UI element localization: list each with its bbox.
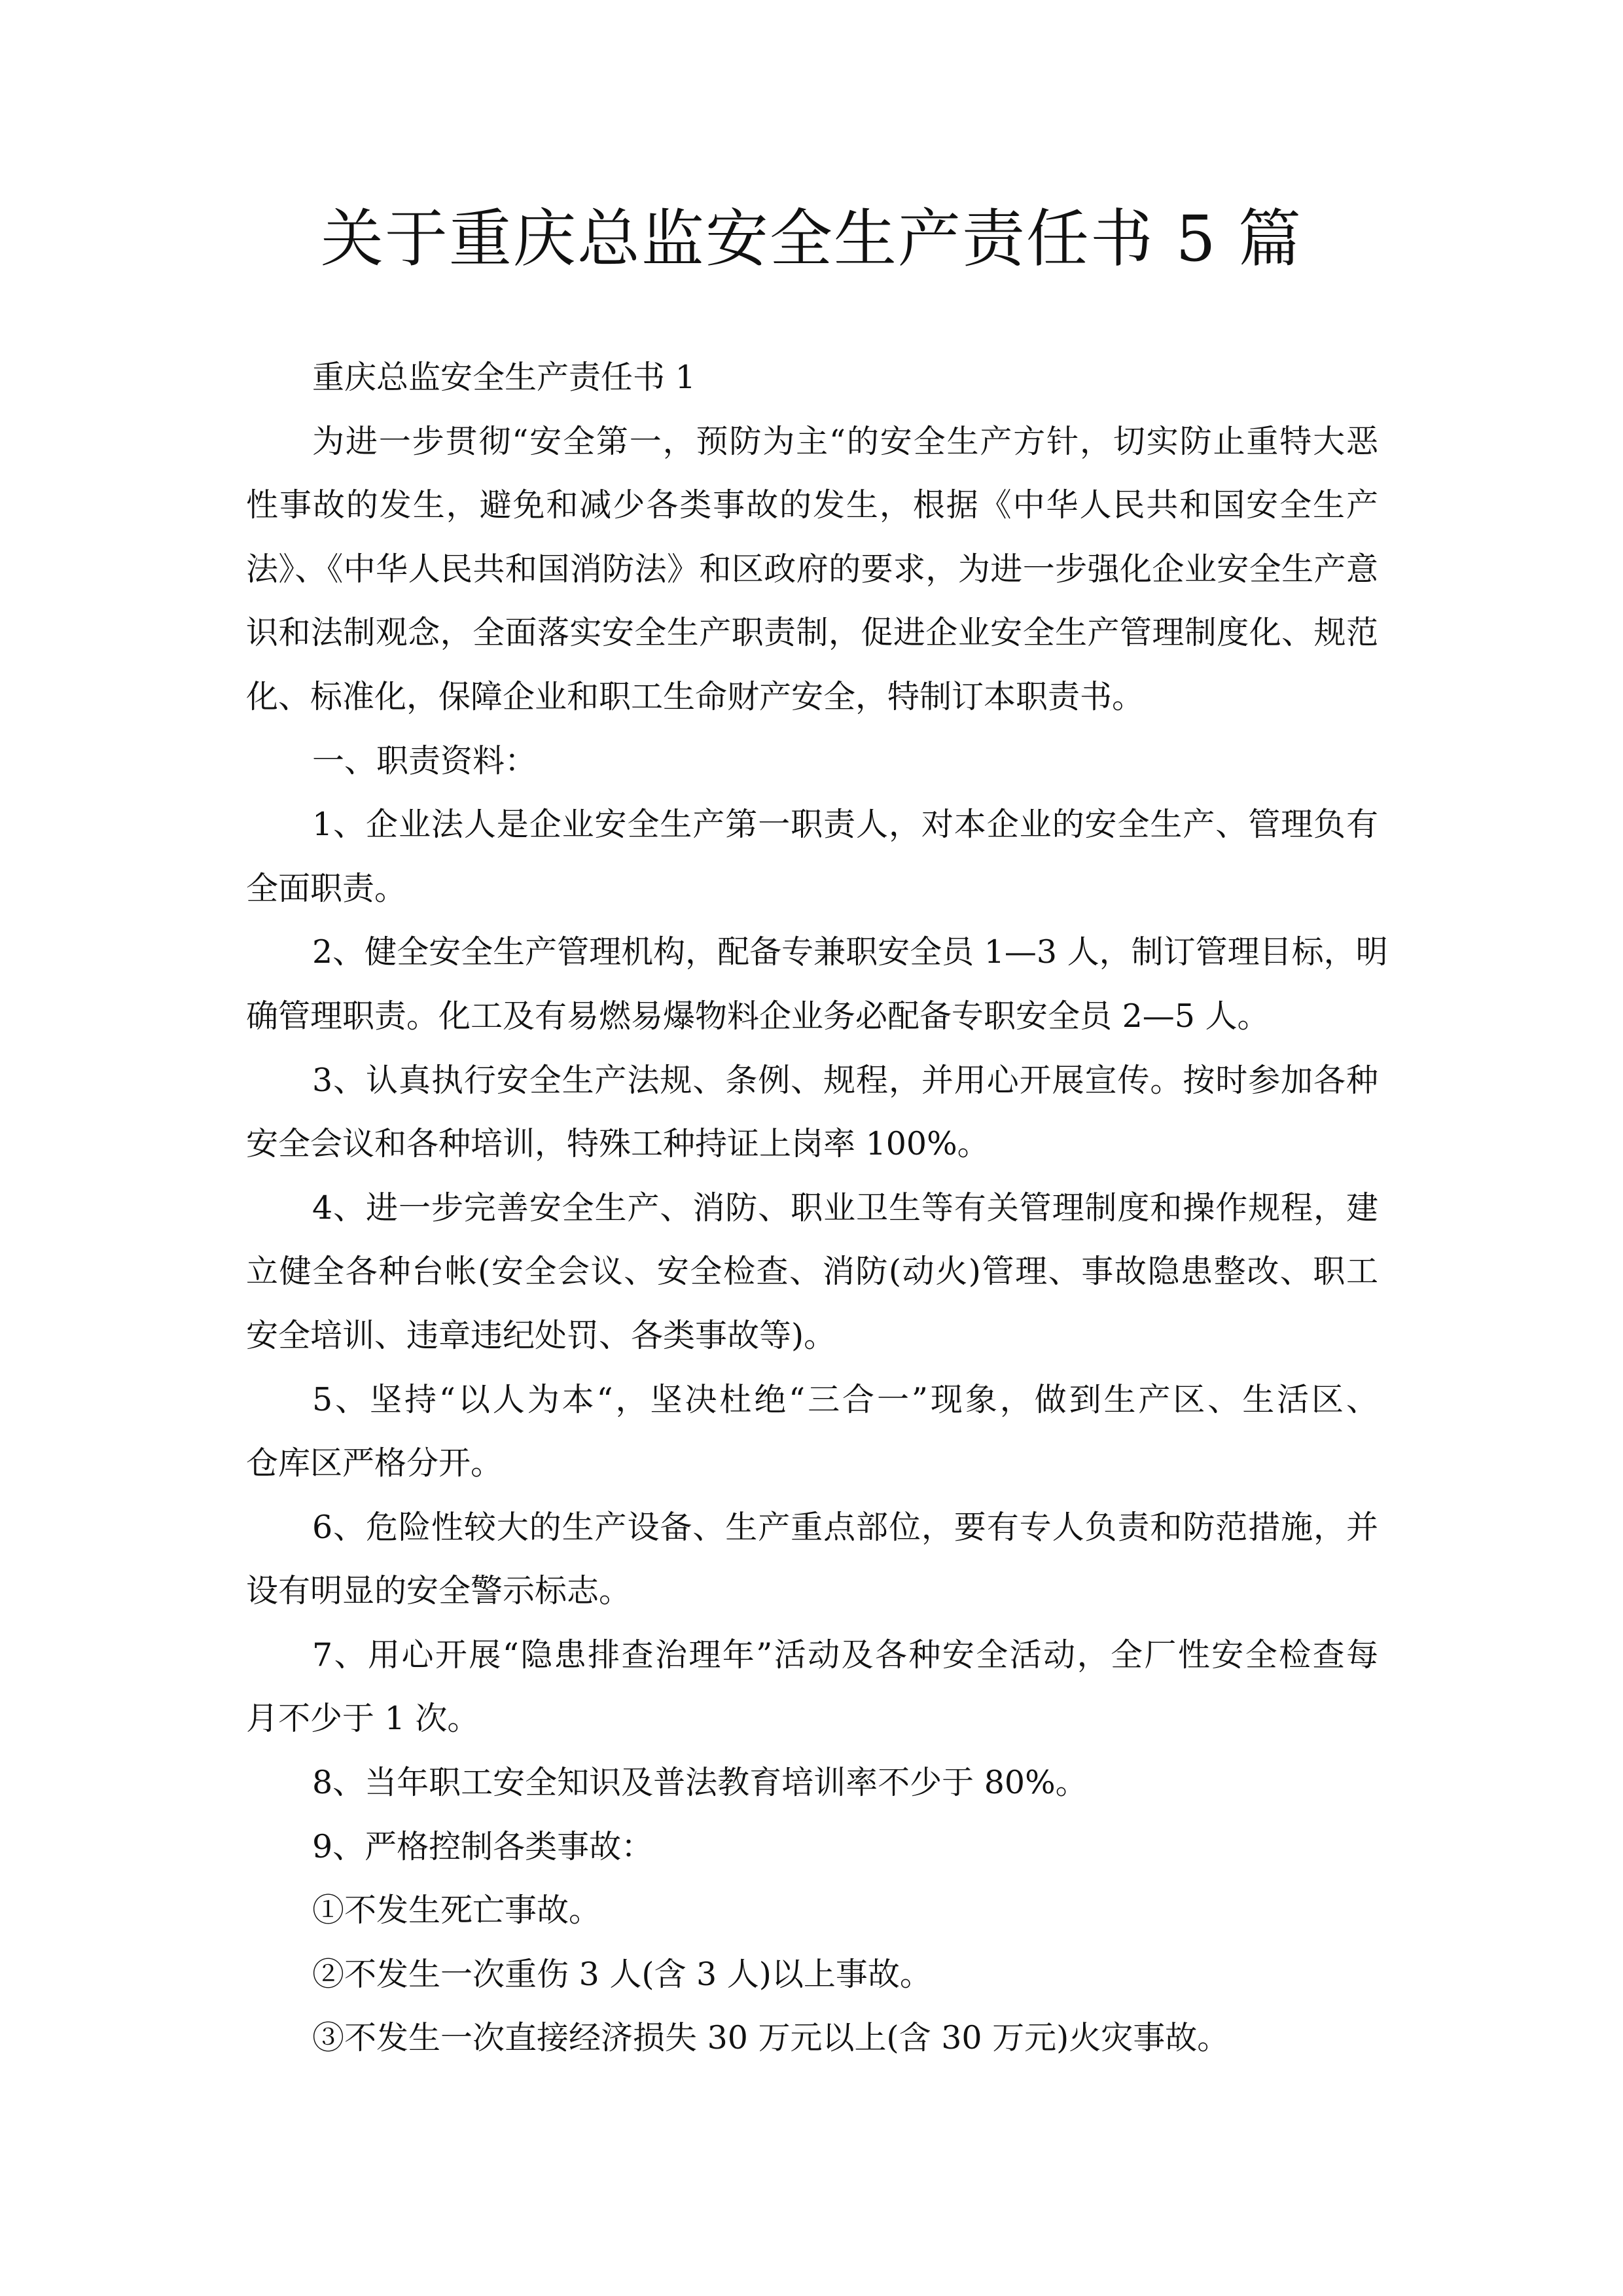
text-line: 重庆总监安全生产责任书 1 bbox=[312, 359, 696, 396]
text-line: 设有明显的安全警示标志。 bbox=[246, 1572, 632, 1610]
text-line: 4、进一步完善安全生产、消防、职业卫生等有关管理制度和操作规程，建 bbox=[312, 1189, 1378, 1227]
text-line: 化、标准化，保障企业和职工生命财产安全，特制订本职责书。 bbox=[246, 677, 1145, 715]
text-line: 为进一步贯彻“安全第一，预防为主“的安全生产方针，切实防止重特大恶 bbox=[312, 422, 1378, 460]
text-line: 2、健全安全生产管理机构，配备专兼职安全员 1—3 人，制订管理目标，明 bbox=[312, 933, 1388, 971]
text-line: 法》、《中华人民共和国消防法》和区政府的要求，为进一步强化企业安全生产意 bbox=[246, 550, 1378, 588]
text-line: 识和法制观念，全面落实安全生产职责制，促进企业安全生产管理制度化、规范 bbox=[246, 614, 1378, 652]
text-line: ②不发生一次重伤 3 人(含 3 人)以上事故。 bbox=[312, 1955, 932, 1993]
text-line: 9、严格控制各类事故： bbox=[312, 1827, 654, 1865]
text-line: 安全培训、违章违纪处罚、各类事故等)。 bbox=[246, 1316, 836, 1354]
document-body bbox=[246, 346, 1388, 2070]
text-line: 立健全各种台帐(安全会议、安全检查、消防(动火)管理、事故隐患整改、职工 bbox=[246, 1253, 1378, 1291]
text-line: 6、危险性较大的生产设备、生产重点部位，要有专人负责和防范措施，并 bbox=[312, 1508, 1378, 1546]
text-line: 1、企业法人是企业安全生产第一职责人，对本企业的安全生产、管理负有 bbox=[312, 806, 1378, 844]
text-line: 全面职责。 bbox=[246, 869, 407, 907]
text-line: 8、当年职工安全知识及普法教育培训率不少于 80%。 bbox=[312, 1764, 1088, 1802]
text-line: 性事故的发生，避免和减少各类事故的发生，根据《中华人民共和国安全生产 bbox=[246, 486, 1378, 524]
text-line: 仓库区严格分开。 bbox=[246, 1444, 503, 1482]
text-line: 一、职责资料： bbox=[312, 742, 537, 780]
text-line: ①不发生死亡事故。 bbox=[312, 1892, 601, 1929]
document-title: 关于重庆总监安全生产责任书 5 篇 bbox=[320, 202, 1303, 276]
text-line: 月不少于 1 次。 bbox=[246, 1700, 480, 1738]
text-line: 3、认真执行安全生产法规、条例、规程，并用心开展宣传。按时参加各种 bbox=[312, 1061, 1378, 1099]
text-line: 安全会议和各种培训，特殊工种持证上岗率 100%。 bbox=[246, 1125, 990, 1163]
text-line: 7、用心开展“隐患排查治理年”活动及各种安全活动，全厂性安全检查每 bbox=[312, 1636, 1378, 1674]
text-line: ③不发生一次直接经济损失 30 万元以上(含 30 万元)火灾事故。 bbox=[312, 2019, 1230, 2057]
text-line: 5、坚持“以人为本“，坚决杜绝“三合一”现象，做到生产区、生活区、 bbox=[312, 1380, 1378, 1418]
text-line: 确管理职责。化工及有易燃易爆物料企业务必配备专职安全员 2—5 人。 bbox=[246, 997, 1270, 1035]
